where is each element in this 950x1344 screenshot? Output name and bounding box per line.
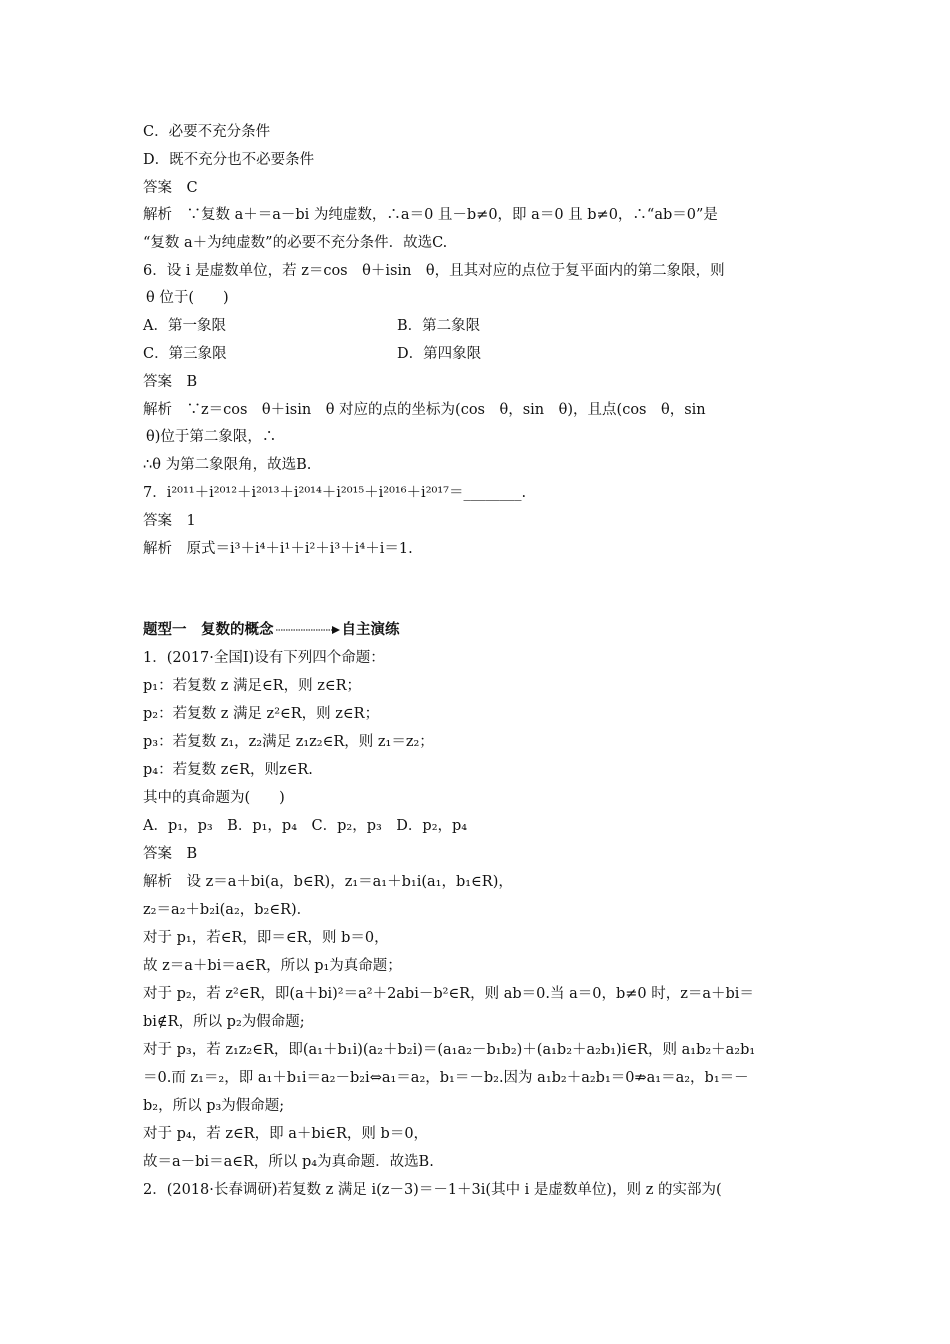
q6-analysis-line-2: θ)位于第二象限，∴ [146,429,277,445]
q7-answer: 答案 1 [143,513,196,529]
p1-prop-4: p₄：若复数 z∈R，则z∈R. [143,762,313,778]
q6-option-d: D．第四象限 [397,346,482,362]
q5-option-d: D．既不充分也不必要条件 [143,152,315,168]
q6-stem-line-1: 6．设 i 是虚数单位，若 z＝cos θ＋isin θ，且其对应的点位于复平面内的第二象限，则 [143,263,725,279]
p1-analysis-line-11: 故＝a－bi＝a∈R，所以 p₄为真命题．故选B. [143,1154,434,1170]
p1-prop-2: p₂：若复数 z 满足 z²∈R，则 z∈R； [143,706,380,722]
p1-analysis-line-4: 故 z＝a＋bi＝a∈R，所以 p₁为真命题； [143,958,402,974]
p2-stem: 2．(2018·长春调研)若复数 z 满足 i(z－3)＝－1＋3i(其中 i 是虚数单位)，则 z 的实部为( [143,1182,722,1198]
q5-analysis-line-2: “复数 a＋为纯虚数”的必要不充分条件．故选C. [143,235,448,251]
q6-options-row-2 [143,344,815,364]
p1-analysis-line-1: 解析 设 z＝a＋bi(a，b∈R)，z₁＝a₁＋b₁i(a₁，b₁∈R)， [143,874,513,890]
p1-analysis-line-8: ＝0.而 z₁＝₂，即 a₁＋b₁i＝a₂－b₂i⇔a₁＝a₂，b₁＝－b₂.因为 a₁b₂＋a₂b₁＝0⇏a₁＝a₂，b₁＝－ [143,1070,749,1086]
section-title: 题型一 复数的概念 [143,622,274,638]
section-tag: 自主演练 [341,622,400,638]
p1-analysis-line-2: z₂＝a₂＋b₂i(a₂，b₂∈R)． [143,902,312,918]
q6-stem-line-2: θ 位于( ) [146,290,229,306]
q7-stem: 7．i²⁰¹¹＋i²⁰¹²＋i²⁰¹³＋i²⁰¹⁴＋i²⁰¹⁵＋i²⁰¹⁶＋i²⁰¹⁷＝________. [143,485,527,501]
p1-analysis-line-5: 对于 p₂，若 z²∈R，即(a＋bi)²＝a²＋2abi－b²∈R，则 ab＝0.当 a＝0，b≠0 时，z＝a＋bi＝ [143,986,754,1002]
p1-analysis-line-10: 对于 p₄，若 z∈R，即 a＋bi∈R，则 b＝0， [143,1126,429,1142]
q6-options-row-1 [143,316,815,336]
p1-prop-1: p₁：若复数 z 满足∈R，则 z∈R； [143,678,362,694]
p1-question: 其中的真命题为( ) [143,790,285,806]
p1-analysis-line-7: 对于 p₃，若 z₁z₂∈R，即(a₁＋b₁i)(a₂＋b₂i)＝(a₁a₂－b₁b₂)＋(a₁b₂＋a₂b₁)i∈R，则 a₁b₂＋a₂b₁ [143,1042,756,1058]
q6-option-a: A．第一象限 [143,318,226,334]
section-heading [143,620,815,640]
p1-analysis-line-6: bi∉R，所以 p₂为假命题; [143,1014,305,1030]
q6-option-b: B．第二象限 [397,318,481,334]
q6-analysis-line-1: 解析 ∵z＝cos θ＋isin θ 对应的点的坐标为(cos θ，sin θ)，且点(cos θ，sin [143,402,706,418]
q7-analysis: 解析 原式＝i³＋i⁴＋i¹＋i²＋i³＋i⁴＋i＝1. [143,541,413,557]
arrow-right-icon [276,625,340,635]
p1-options: A．p₁，p₃ B．p₁，p₄ C．p₂，p₃ D．p₂，p₄ [143,818,468,834]
p1-prop-3: p₃：若复数 z₁，z₂满足 z₁z₂∈R，则 z₁＝z₂； [143,734,434,750]
q5-option-c: C．必要不充分条件 [143,124,271,140]
q6-analysis-line-3: ∴θ 为第二象限角，故选B. [143,457,312,473]
q5-analysis-line-1: 解析 ∵复数 a＋＝a－bi 为纯虚数，∴a＝0 且－b≠0，即 a＝0 且 b≠0，∴“ab＝0”是 [143,207,718,223]
p1-analysis-line-3: 对于 p₁，若∈R，即＝∈R，则 b＝0， [143,930,389,946]
p1-stem: 1．(2017·全国Ⅰ)设有下列四个命题： [143,650,385,666]
q6-answer: 答案 B [143,374,198,390]
q6-option-c: C．第三象限 [143,346,227,362]
q5-answer: 答案 C [143,180,198,196]
p1-analysis-line-9: b₂，所以 p₃为假命题; [143,1098,285,1114]
p1-answer: 答案 B [143,846,198,862]
